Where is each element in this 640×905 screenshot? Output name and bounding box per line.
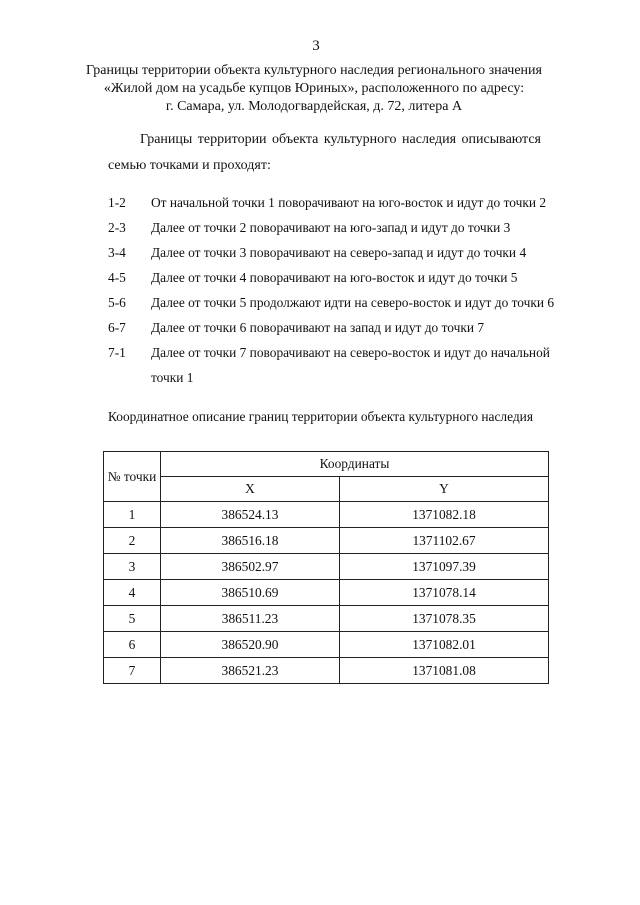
boundary-introduction [108, 127, 546, 179]
segment-description [151, 340, 566, 390]
x-coordinate-cell: 386510.69 [161, 580, 340, 606]
point-number-cell: 7 [104, 658, 161, 684]
y-coordinate-cell: 1371078.35 [340, 606, 549, 632]
segment-description-line-2: точки 1 [151, 370, 194, 385]
intro-line-2: семью точками и проходят: [108, 158, 271, 173]
y-coordinate-cell: 1371082.18 [340, 502, 549, 528]
segment-number: 1-2 [108, 195, 126, 210]
title-line-2: «Жилой дом на усадьбе купцов Юриных», расположенного по адресу: [103, 81, 525, 96]
segment-4-5 [108, 265, 568, 290]
point-number-cell: 6 [104, 632, 161, 658]
coordinate-table-title: Координатное описание границ территории объекта культурного наследия [108, 409, 534, 424]
y-coordinate-cell: 1371078.14 [340, 580, 549, 606]
table-row [104, 606, 549, 632]
segment-description: От начальной точки 1 поворачивают на юго-восток и идут до точки 2 [151, 195, 547, 210]
point-number-cell: 4 [104, 580, 161, 606]
point-number-cell: 2 [104, 528, 161, 554]
point-number-cell: 5 [104, 606, 161, 632]
segment-description: Далее от точки 3 поворачивают на северо-запад и идут до точки 4 [151, 245, 527, 260]
point-number-cell: 3 [104, 554, 161, 580]
segment-number: 7-1 [108, 345, 126, 360]
x-coordinate-cell: 386521.23 [161, 658, 340, 684]
coordinate-table [103, 451, 549, 684]
coordinates-header: Координаты [161, 452, 549, 477]
segment-description: Далее от точки 6 поворачивают на запад и идут до точки 7 [151, 320, 485, 335]
point-number-header: № точки [104, 452, 161, 502]
y-coordinate-cell: 1371102.67 [340, 528, 549, 554]
segment-number: 4-5 [108, 270, 126, 285]
point-number-cell: 1 [104, 502, 161, 528]
table-row [104, 554, 549, 580]
table-row [104, 632, 549, 658]
segment-description-line-1: Далее от точки 7 поворачивают на северо-восток и идут до начальной [151, 345, 550, 360]
y-coordinate-cell: 1371097.39 [340, 554, 549, 580]
x-coordinate-header: X [161, 477, 340, 502]
x-coordinate-cell: 386511.23 [161, 606, 340, 632]
segment-description: Далее от точки 4 поворачивают на юго-восток и идут до точки 5 [151, 270, 518, 285]
table-row [104, 502, 549, 528]
table-row [104, 580, 549, 606]
segment-1-2 [108, 190, 568, 215]
segment-number: 5-6 [108, 295, 126, 310]
table-row [104, 528, 549, 554]
segment-description: Далее от точки 5 продолжают идти на северо-восток и идут до точки 6 [151, 295, 555, 310]
title-line-1: Границы территории объекта культурного наследия регионального значения [86, 63, 542, 78]
x-coordinate-cell: 386524.13 [161, 502, 340, 528]
y-coordinate-cell: 1371082.01 [340, 632, 549, 658]
segment-3-4 [108, 240, 568, 265]
x-coordinate-cell: 386516.18 [161, 528, 340, 554]
boundary-segments [108, 190, 568, 392]
y-coordinate-cell: 1371081.08 [340, 658, 549, 684]
x-coordinate-cell: 386520.90 [161, 632, 340, 658]
title-line-3: г. Самара, ул. Молодогвардейская, д. 72, литера А [165, 99, 463, 114]
y-coordinate-header: Y [340, 477, 549, 502]
x-coordinate-cell: 386502.97 [161, 554, 340, 580]
segment-5-6 [108, 290, 568, 315]
table-row [104, 658, 549, 684]
page-number: 3 [312, 38, 320, 54]
segment-6-7 [108, 315, 568, 340]
segment-number: 3-4 [108, 245, 126, 260]
intro-line-1: Границы территории объекта культурного наследия описываются [140, 132, 541, 147]
document-title [60, 62, 568, 116]
segment-number: 6-7 [108, 320, 126, 335]
segment-number: 2-3 [108, 220, 126, 235]
segment-description: Далее от точки 2 поворачивают на юго-запад и идут до точки 3 [151, 220, 511, 235]
segment-7-1 [108, 340, 568, 392]
segment-2-3 [108, 215, 568, 240]
